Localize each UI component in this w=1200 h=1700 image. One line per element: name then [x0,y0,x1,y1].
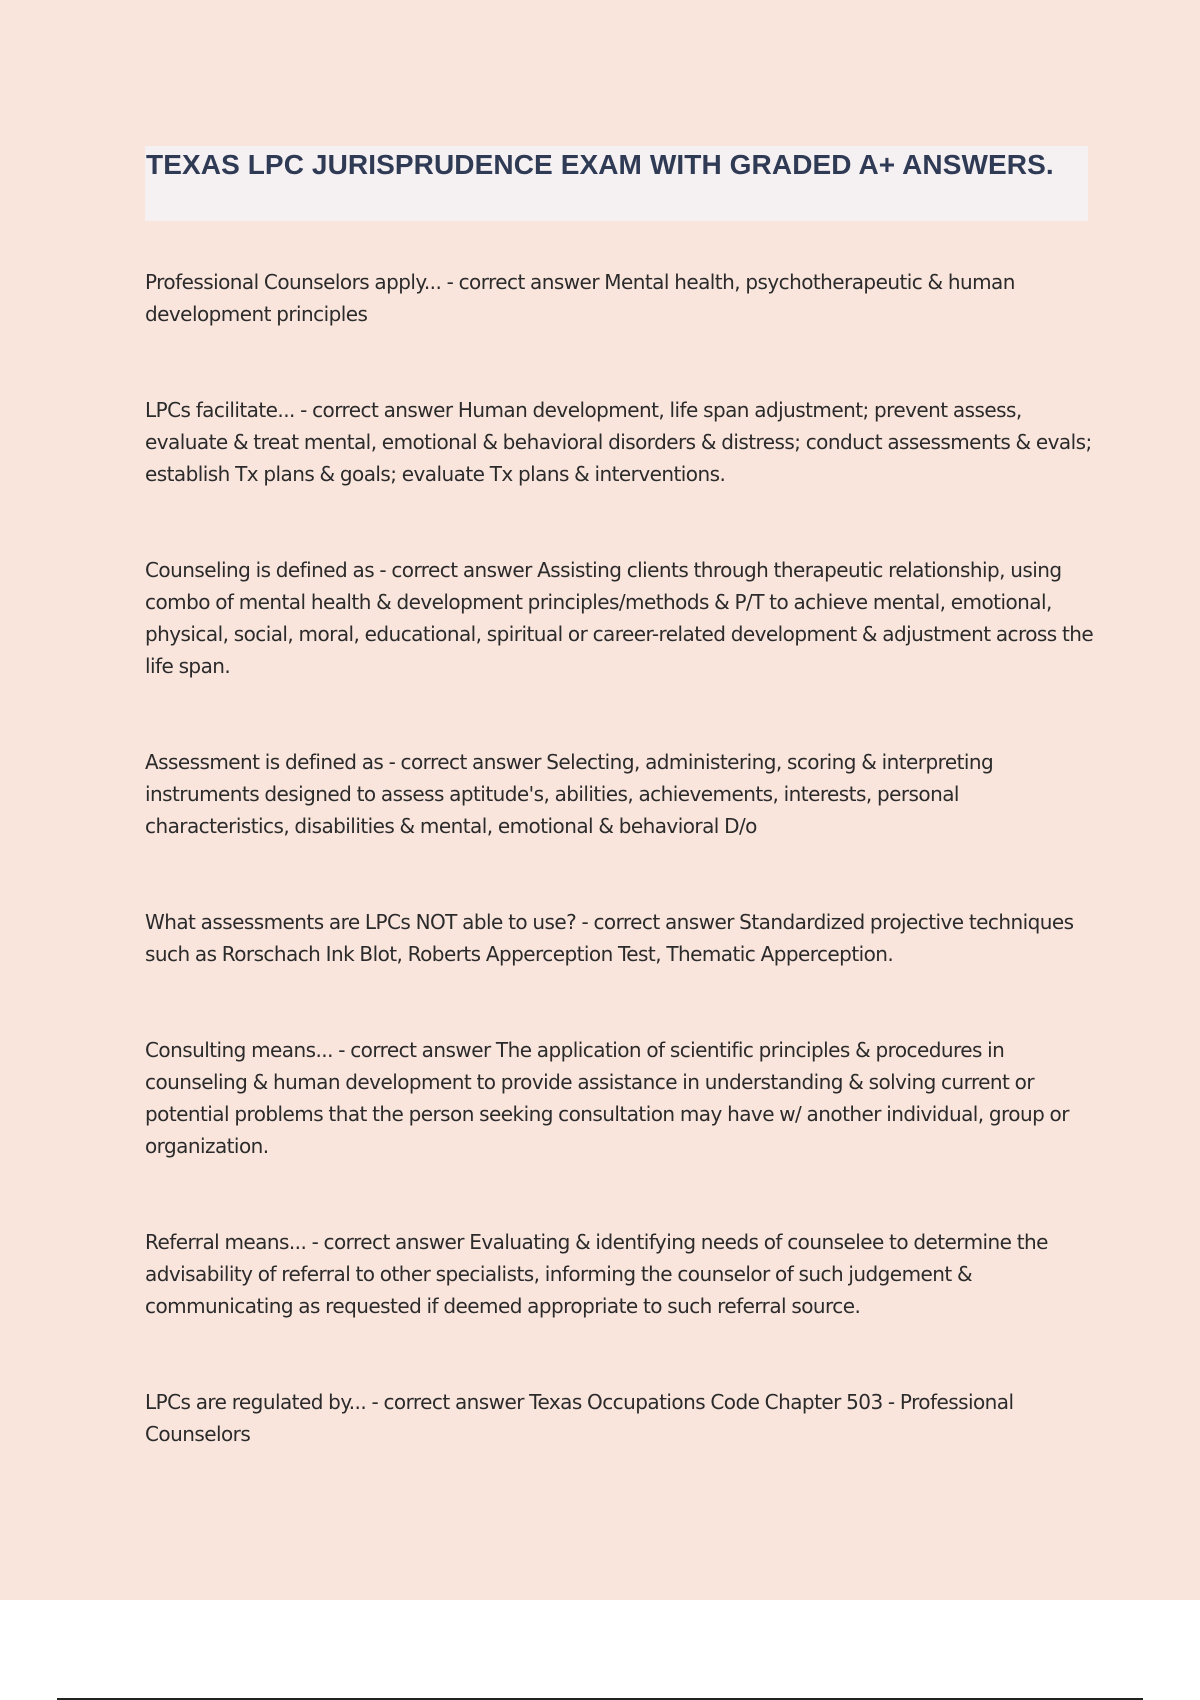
qa-item: LPCs are regulated by... - correct answer Texas Occupations Code Chapter 503 - Professional Counselors [145,1390,1014,1446]
title-block [145,146,1088,221]
qa-item: Assessment is defined as - correct answer Selecting, administering, scoring & interpreting instruments designed to assess aptitude's, abilities, achievements, interests, personal characteristics, disabilities & mental, emotional & behavioral D/o [145,750,994,838]
qa-item: Counseling is defined as - correct answer Assisting clients through therapeutic relationship, using combo of mental health & development principles/methods & P/T to achieve mental, emotional, physical, social, moral, educational, spiritual or career-related development & adjustment across the life span. [145,558,1094,678]
qa-item: Consulting means... - correct answer The application of scientific principles & procedures in counseling & human development to provide assistance in understanding & solving current or potential problems that the person seeking consultation may have w/ another individual, group or organization. [145,1038,1069,1158]
document-title: TEXAS LPC JURISPRUDENCE EXAM WITH GRADED A+ ANSWERS. [146,149,1054,180]
qa-item: LPCs facilitate... - correct answer Human development, life span adjustment; prevent assess, evaluate & treat mental, emotional & behavioral disorders & distress; conduct assessments & evals; establish Tx plans & goals; evaluate Tx plans & interventions. [145,398,1092,486]
qa-list [145,266,1095,1514]
qa-item: What assessments are LPCs NOT able to use? - correct answer Standardized projective techniques such as Rorschach Ink Blot, Roberts Apperception Test, Thematic Apperception. [145,910,1074,966]
qa-item: Professional Counselors apply... - correct answer Mental health, psychotherapeutic & human development principles [145,270,1015,326]
qa-item: Referral means... - correct answer Evaluating & identifying needs of counselee to determine the advisability of referral to other specialists, informing the counselor of such judgement & communicating as requested if deemed appropriate to such referral source. [145,1230,1048,1318]
